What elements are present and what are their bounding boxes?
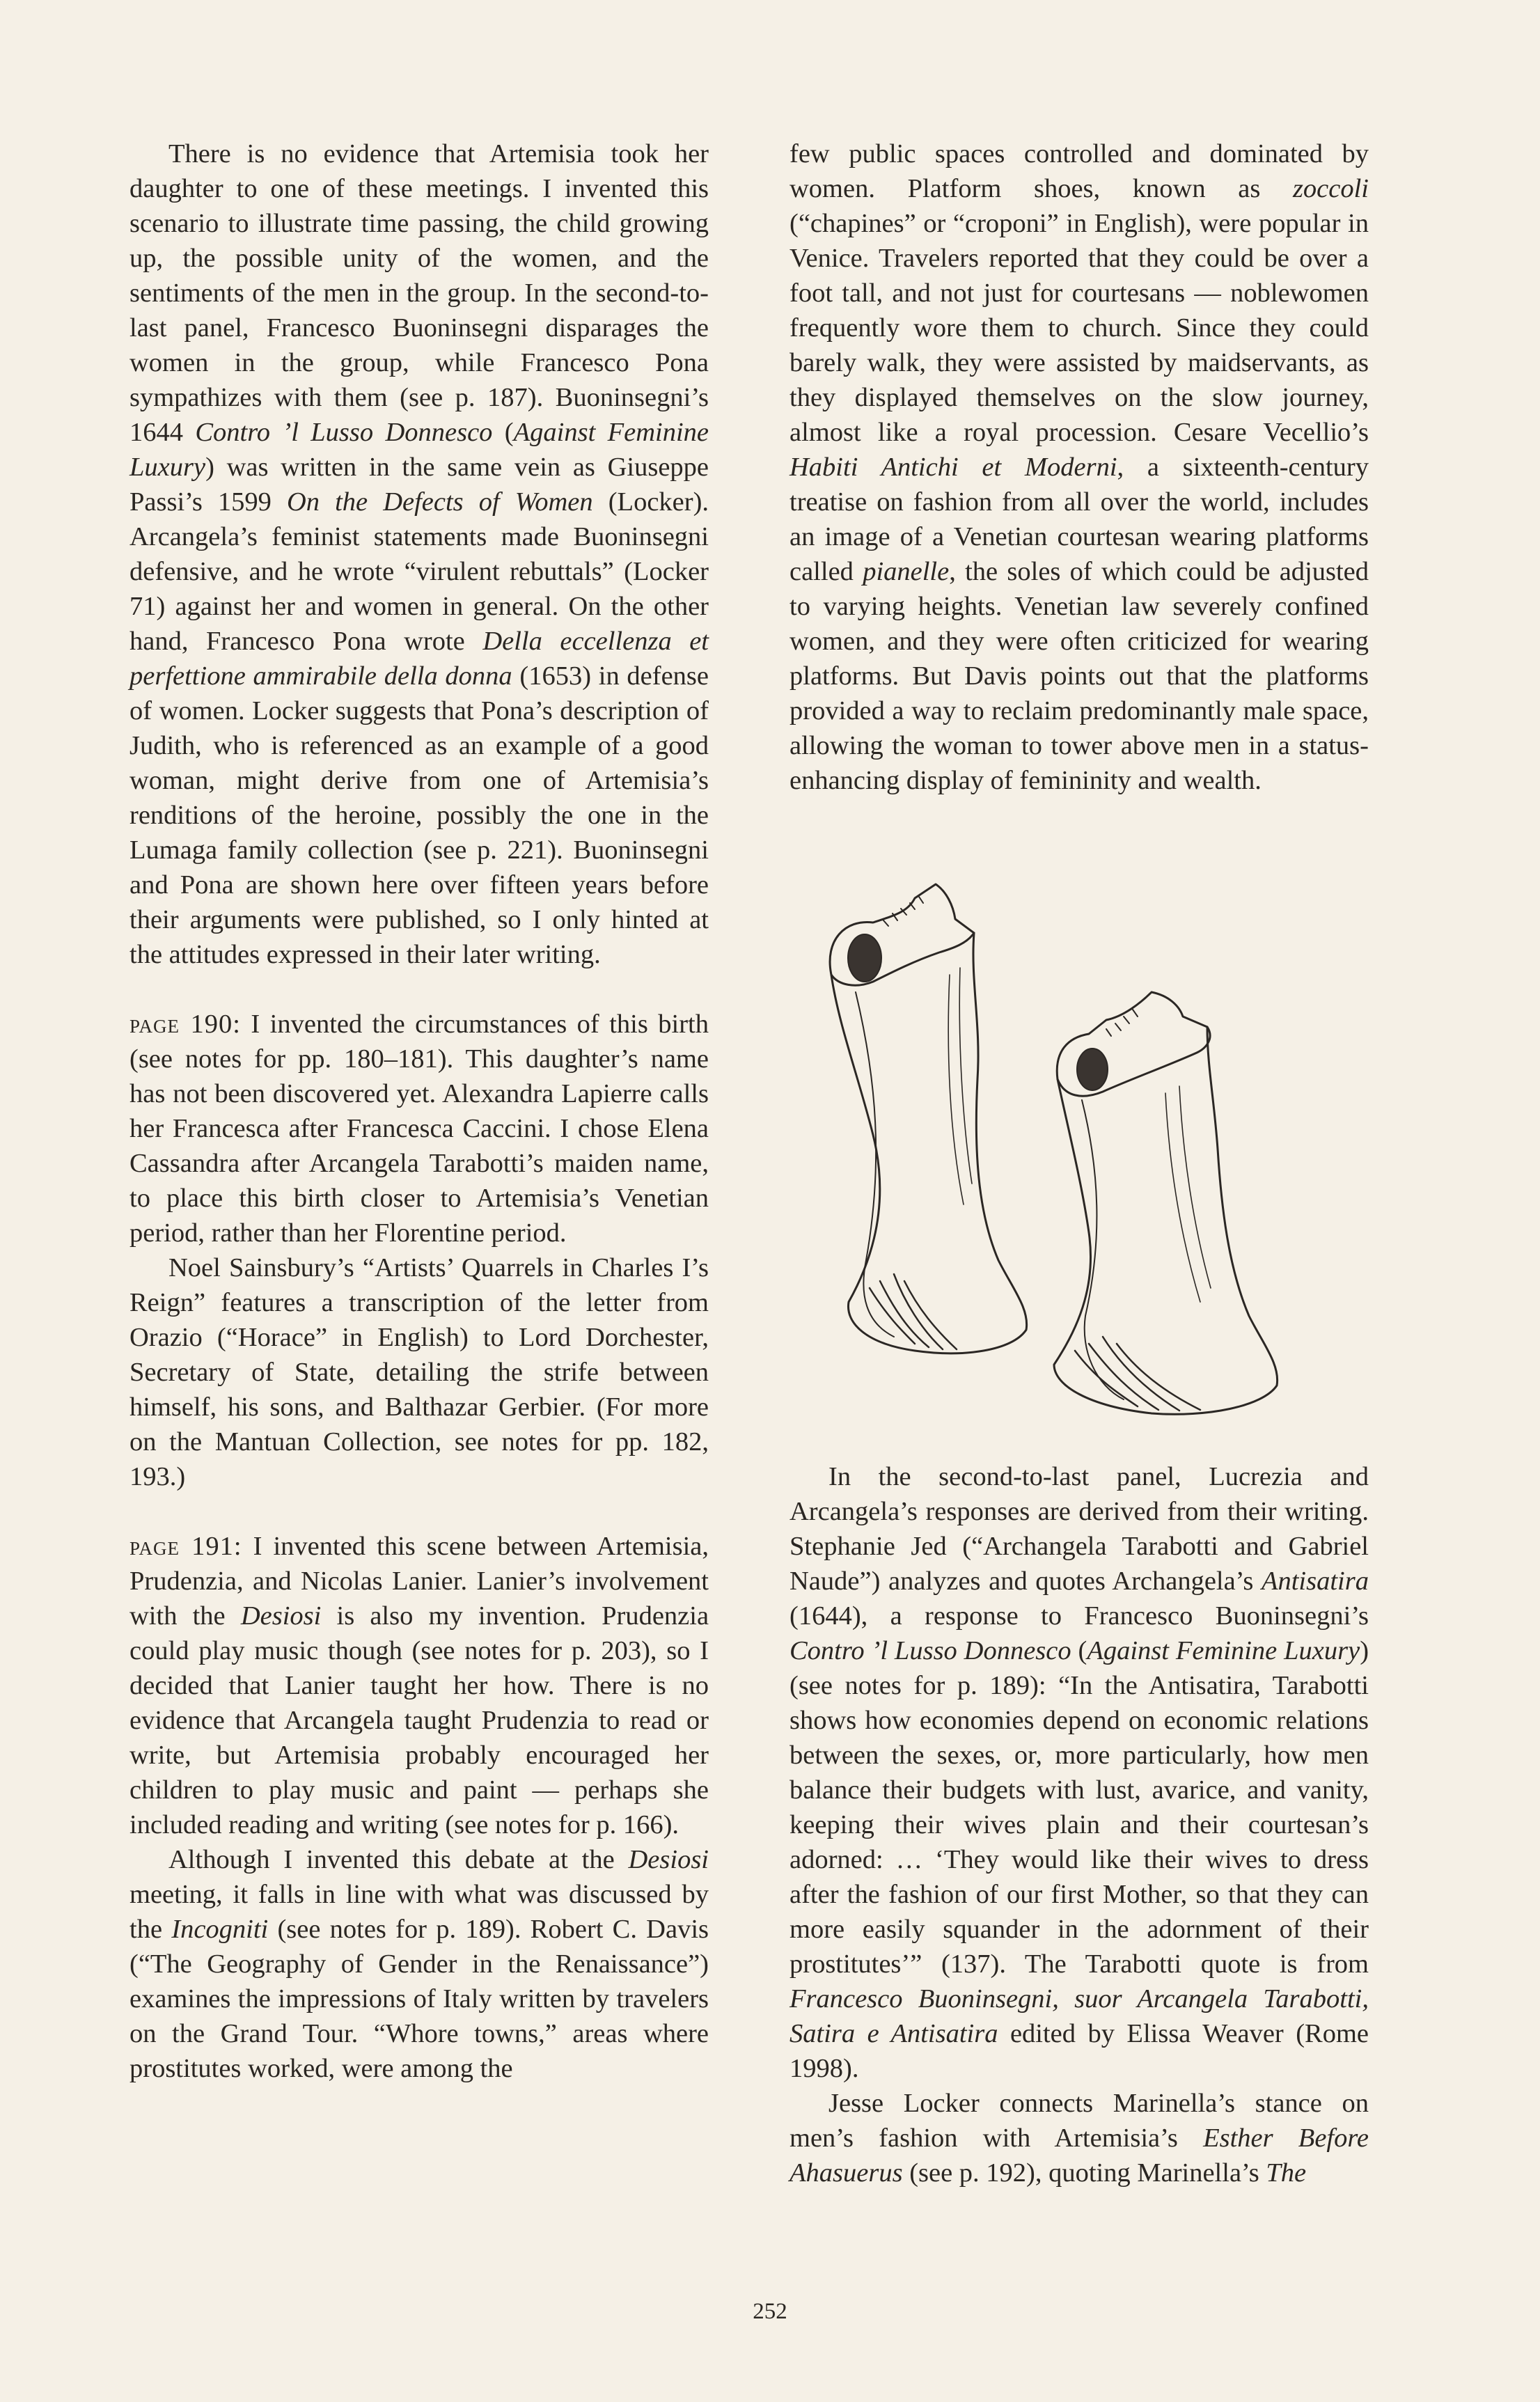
group-name: Desiosi: [628, 1845, 709, 1874]
book-title: Francesco Buoninsegni, suor Arcangela Tarabotti, Satira e Antisatira: [789, 1984, 1369, 2048]
paragraph-locker: Jesse Locker connects Marinella’s stance on men’s fashion with Artemisia’s Esther Before Ahasuerus (see p. 192), quoting Marinella’s The: [789, 2089, 1369, 2188]
paragraph-platform-shoes: few public spaces controlled and dominated by women. Platform shoes, known as zoccoli (“chapines” or “croponi” in English), were popular in Venice. Travelers reported that they could be over a foot tall, and not just for courtesans — noblewomen frequently wore them to church. Since they could barely walk, they were assisted by maidservants, as they displayed themselves on the slow journey, almost like a royal procession. Cesare Vecellio’s Habiti Antichi et Moderni, a sixteenth-century treatise on fashion from all over the world, includes an image of a Venetian courtesan wearing platforms called pianelle, the soles of which could be adjusted to varying heights. Venetian law severely confined women, and they were often criticized for wearing platforms. But Davis points out that the platforms provided a way to reclaim predominantly male space, allowing the woman to tower above men in a status-enhancing display of femininity and wealth.: [789, 139, 1369, 795]
term: zoccoli: [1292, 174, 1369, 203]
group-name: Incogniti: [171, 1915, 269, 1944]
right-shoe-drawing: [1054, 992, 1278, 1414]
left-shoe-drawing: [830, 884, 1027, 1353]
painting-title: Esther Before Ahasuerus: [789, 2124, 1369, 2188]
book-title: On the Defects of Women: [286, 487, 593, 517]
note-page-190: page 190: I invented the circumstances of this birth (see notes for pp. 180–181). This daughter’s name has not been discovered yet. Alexandra Lapierre calls her Francesca after Francesca Caccini. I chose Elena Cassandra after Arcangela Tarabotti’s maiden name, to place this birth closer to Artemisia’s Venetian period, rather than her Florentine period.: [129, 1010, 709, 1248]
book-title: Against Feminine Luxury: [1087, 1636, 1360, 1665]
note-label: page 191:: [129, 1532, 242, 1561]
book-title: The: [1266, 2158, 1307, 2188]
platform-shoes-illustration: [789, 870, 1369, 1427]
group-name: Desiosi: [240, 1601, 322, 1631]
paragraph-meetings: There is no evidence that Artemisia took her daughter to one of these meetings. I invented this scenario to illustrate time passing, the child growing up, the possible unity of the women, and the sentiments of the men in the group. In the second-to-last panel, Francesco Buoninsegni disparages the women in the group, while Francesco Pona sympathizes with them (see p. 187). Buoninsegni’s 1644 Contro ’l Lusso Donnesco (Against Feminine Luxury) was written in the same vein as Giuseppe Passi’s 1599 On the Defects of Women (Locker). Arcangela’s feminist statements made Buoninsegni defensive, and he wrote “virulent rebuttals” (Locker 71) against her and women in general. On the other hand, Francesco Pona wrote Della eccellenza et perfettione ammirabile della donna (1653) in defense of women. Locker suggests that Pona’s description of Judith, who is referenced as an example of a good woman, might derive from one of Artemisia’s renditions of the heroine, possibly the one in the Lumaga family collection (see p. 221). Buoninsegni and Pona are shown here over fifteen years before their arguments were published, so I only hinted at the attitudes expressed in their later writing.: [129, 139, 709, 969]
paragraph-second-to-last-panel: In the second-to-last panel, Lucrezia and Arcangela’s responses are derived from their writing. Stephanie Jed (“Archangela Tarabotti and Gabriel Naude”) analyzes and quotes Archangela’s Antisatira (1644), a response to Francesco Buoninsegni’s Contro ’l Lusso Donnesco (Against Feminine Luxury) (see notes for p. 189): “In the Antisatira, Tarabotti shows how economies depend on economic relations between the sexes, or, more particularly, how men balance their budgets with lust, avarice, and vanity, keeping their wives plain and their courtesan’s adorned: … ‘They would like their wives to dress after the fashion of our first Mother, so that they can more easily squander in the adornment of their prostitutes’” (137). The Tarabotti quote is from Francesco Buoninsegni, suor Arcangela Tarabotti, Satira e Antisatira edited by Elissa Weaver (Rome 1998).: [789, 1462, 1369, 2083]
book-title: Contro ’l Lusso Donnesco: [789, 1636, 1071, 1665]
note-label: page 190:: [129, 1010, 241, 1039]
note-page-191: page 191: I invented this scene between Artemisia, Prudenzia, and Nicolas Lanier. Lanier’s involvement with the Desiosi is also my invention. Prudenzia could play music though (see notes for p. 203), so I decided that Lanier taught her how. There is no evidence that Arcangela taught Prudenzia to read or write, but Artemisia probably encouraged her children to play music and paint — perhaps she included reading and writing (see notes for p. 166).: [129, 1532, 709, 1839]
term: pianelle: [863, 557, 950, 586]
book-title: Against Feminine Luxury: [129, 418, 709, 482]
paragraph-debate: Although I invented this debate at the Desiosi meeting, it falls in line with what was discussed by the Incogniti (see notes for p. 189). Robert C. Davis (“The Geography of Gender in the Renaissance”) examines the impressions of Italy written by travelers on the Grand Tour. “Whore towns,” areas where prostitutes worked, were among the: [129, 1845, 709, 2083]
right-column-upper: [789, 136, 1369, 798]
paragraph-sainsbury: Noel Sainsbury’s “Artists’ Quarrels in Charles I’s Reign” features a transcription of the letter from Orazio (“Horace” in English) to Lord Dorchester, Secretary of State, detailing the strife between himself, his sons, and Balthazar Gerbier. (For more on the Mantuan Collection, see notes for pp. 182, 193.): [129, 1253, 709, 1491]
left-column: [129, 136, 709, 2086]
book-title: Antisatira: [1261, 1567, 1369, 1596]
right-column-lower: [789, 1459, 1369, 2190]
book-title: Habiti Antichi et Moderni: [789, 453, 1117, 482]
book-title: Contro ’l Lusso Donnesco: [195, 418, 493, 447]
page-number: 252: [753, 2299, 787, 2324]
book-title: Della eccellenza et perfettione ammirabile della donna: [129, 627, 709, 691]
